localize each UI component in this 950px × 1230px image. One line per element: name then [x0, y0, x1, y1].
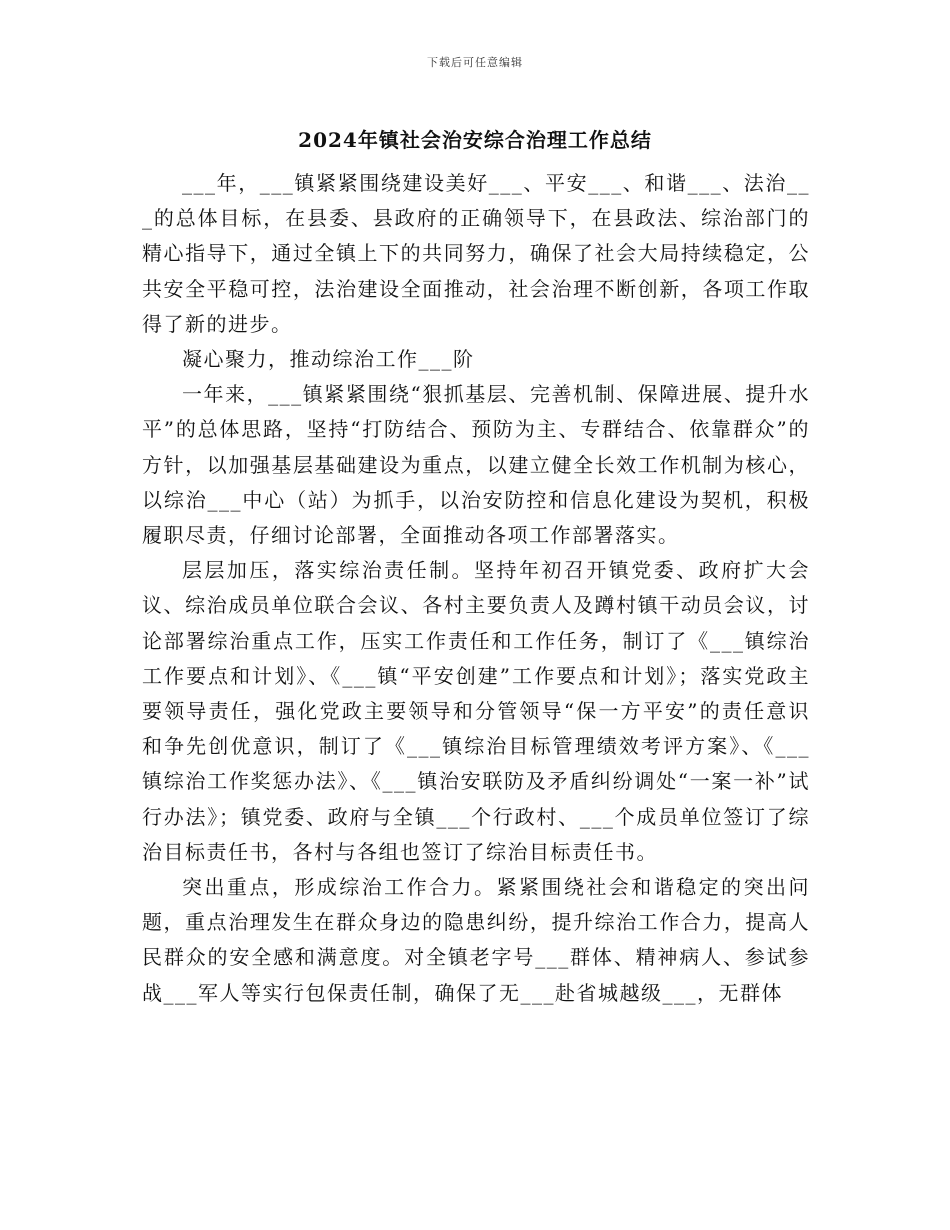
paragraph-key-points: 突出重点，形成综治工作合力。紧紧围绕社会和谐稳定的突出问题，重点治理发生在群众身边的隐患纠纷，提升综治工作合力，提高人民群众的安全感和满意度。对全镇老字号___群体、精神病人、参试参战___军人等实行包保责任制，确保了无___赴省城越级___，无群体: [142, 875, 810, 1005]
paragraph-intro: ___年，___镇紧紧围绕建设美好___、平安___、和谐___、法治___的总体目标，在县委、县政府的正确领导下，在县政法、综治部门的精心指导下，通过全镇上下的共同努力，确保了社会大局持续稳定，公共安全平稳可控，法治建设全面推动，社会治理不断创新，各项工作取得了新的进步。: [142, 171, 810, 336]
header-note: 下载后可任意编辑: [427, 56, 523, 69]
paragraph-responsibility: 层层加压，落实综治责任制。坚持年初召开镇党委、政府扩大会议、综治成员单位联合会议、各村主要负责人及蹲村镇干动员会议，讨论部署综治重点工作，压实工作责任和工作任务，制订了《___镇综治工作要点和计划》、《___镇“平安创建”工作要点和计划》；落实党政主要领导责任，强化党政主要领导和分管领导“保一方平安”的责任意识和争先创优意识，制订了《___镇综治目标管理绩效考评方案》、《___镇综治工作奖惩办法》、《___镇治安联防及矛盾纠纷调处“一案一补”试行办法》；镇党委、政府与全镇___个行政村、___个成员单位签订了综治目标责任书，各村与各组也签订了综治目标责任书。: [142, 558, 810, 864]
document-title: 2024年镇社会治安综合治理工作总结: [298, 128, 652, 152]
document-body: [142, 166, 810, 1011]
paragraph-overview: 一年来，___镇紧紧围绕“狠抓基层、完善机制、保障进展、提升水平”的总体思路，坚持“打防结合、预防为主、专群结合、依靠群众”的方针，以加强基层基础建设为重点，以建立健全长效工作机制为核心，以综治___中心（站）为抓手，以治安防控和信息化建设为契机，积极履职尽责，仔细讨论部署，全面推动各项工作部署落实。: [142, 382, 810, 548]
paragraph-heading: 凝心聚力，推动综治工作___阶: [182, 347, 475, 372]
